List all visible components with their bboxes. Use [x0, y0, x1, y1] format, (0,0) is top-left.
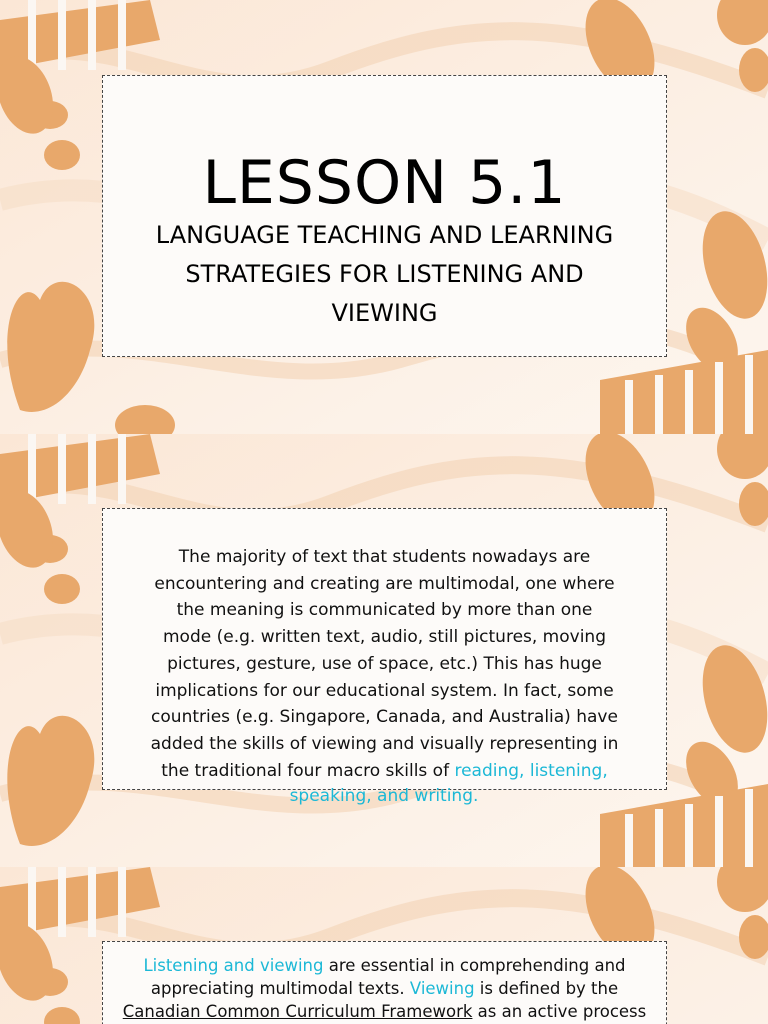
- viewing-highlight: Viewing: [409, 979, 475, 998]
- title-card: [102, 75, 667, 357]
- macro-skills-highlight: reading, listening,: [454, 760, 608, 781]
- definition-card: Listening and viewing are essential in comprehending and appreciating multimodal texts. Viewing is defined by the Canadian Common Curriculum Framework as an active process: [102, 941, 667, 1024]
- slide-1: [0, 0, 768, 434]
- curriculum-framework-link[interactable]: Canadian Common Curriculum Framework: [122, 1002, 473, 1021]
- listening-viewing-highlight: Listening and viewing: [143, 956, 324, 975]
- lesson-title: LESSON 5.1: [202, 148, 567, 218]
- macro-skills-overflow: speaking, and writing.: [289, 786, 479, 806]
- lesson-subtitle: LANGUAGE TEACHING AND LEARNING STRATEGIES FOR LISTENING AND VIEWING: [155, 221, 614, 327]
- slide-3: [0, 867, 768, 1024]
